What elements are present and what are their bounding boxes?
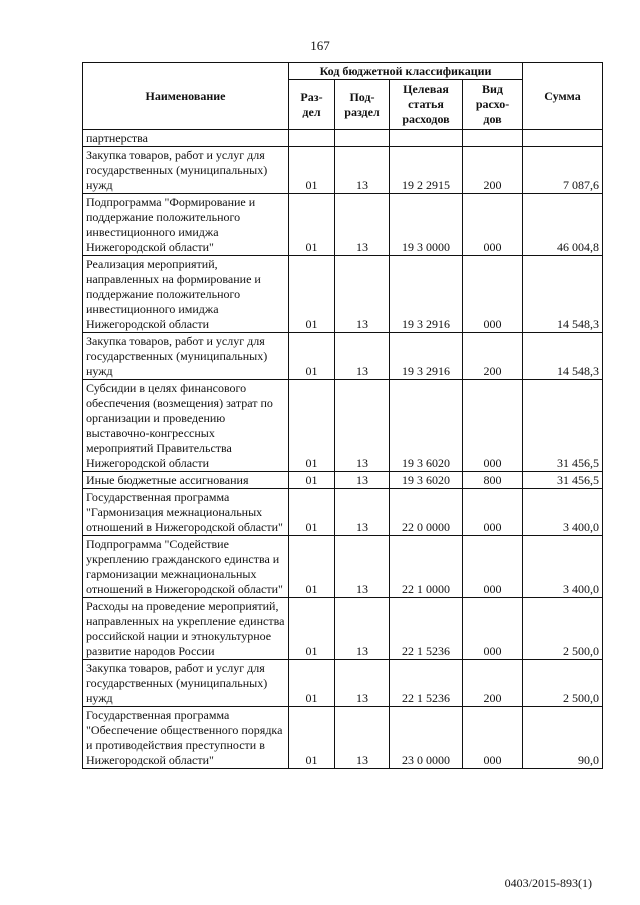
cell-subsection: 13 bbox=[335, 489, 390, 536]
table-row bbox=[83, 660, 603, 707]
cell-target: 19 3 6020 bbox=[390, 472, 463, 489]
cell-target: 19 2 2915 bbox=[390, 147, 463, 194]
cell-name: Подпрограмма "Содействие укреплению гражданского единства и гармонизации межнациональных отношений в Нижегородской области" bbox=[83, 536, 289, 598]
cell-sum: 31 456,5 bbox=[523, 380, 603, 472]
cell-section: 01 bbox=[289, 489, 335, 536]
cell-type: 000 bbox=[463, 536, 523, 598]
table-row bbox=[83, 536, 603, 598]
cell-target bbox=[390, 130, 463, 147]
cell-type: 000 bbox=[463, 707, 523, 769]
cell-type: 200 bbox=[463, 660, 523, 707]
table-row bbox=[83, 472, 603, 489]
cell-type: 000 bbox=[463, 380, 523, 472]
cell-target: 19 3 2916 bbox=[390, 256, 463, 333]
cell-name: Подпрограмма "Формирование и поддержание положительного инвестиционного имиджа Нижегородской области" bbox=[83, 194, 289, 256]
cell-type: 000 bbox=[463, 256, 523, 333]
cell-sum: 14 548,3 bbox=[523, 333, 603, 380]
cell-sum: 2 500,0 bbox=[523, 660, 603, 707]
table-row bbox=[83, 256, 603, 333]
cell-name: Иные бюджетные ассигнования bbox=[83, 472, 289, 489]
cell-sum bbox=[523, 130, 603, 147]
cell-name: партнерства bbox=[83, 130, 289, 147]
cell-type: 000 bbox=[463, 489, 523, 536]
document-code: 0403/2015-893(1) bbox=[504, 876, 592, 890]
cell-type: 800 bbox=[463, 472, 523, 489]
cell-subsection: 13 bbox=[335, 333, 390, 380]
cell-section: 01 bbox=[289, 194, 335, 256]
header-name: Наименование bbox=[83, 63, 289, 130]
cell-subsection: 13 bbox=[335, 194, 390, 256]
cell-subsection: 13 bbox=[335, 707, 390, 769]
cell-sum: 14 548,3 bbox=[523, 256, 603, 333]
table-row bbox=[83, 130, 603, 147]
table-row bbox=[83, 598, 603, 660]
budget-table-wrap bbox=[82, 62, 602, 769]
cell-type: 000 bbox=[463, 194, 523, 256]
cell-sum: 90,0 bbox=[523, 707, 603, 769]
cell-name: Закупка товаров, работ и услуг для государственных (муниципальных) нужд bbox=[83, 660, 289, 707]
cell-type bbox=[463, 130, 523, 147]
cell-sum: 31 456,5 bbox=[523, 472, 603, 489]
cell-subsection: 13 bbox=[335, 256, 390, 333]
cell-sum: 3 400,0 bbox=[523, 536, 603, 598]
cell-subsection: 13 bbox=[335, 660, 390, 707]
cell-section: 01 bbox=[289, 660, 335, 707]
cell-name: Закупка товаров, работ и услуг для государственных (муниципальных) нужд bbox=[83, 333, 289, 380]
cell-name: Государственная программа "Гармонизация межнациональных отношений в Нижегородской области" bbox=[83, 489, 289, 536]
cell-section: 01 bbox=[289, 380, 335, 472]
header-subsection: Под- раздел bbox=[335, 80, 390, 130]
cell-target: 23 0 0000 bbox=[390, 707, 463, 769]
cell-type: 200 bbox=[463, 333, 523, 380]
table-row bbox=[83, 707, 603, 769]
cell-target: 22 0 0000 bbox=[390, 489, 463, 536]
cell-name: Субсидии в целях финансового обеспечения (возмещения) затрат по организации и проведению выставочно-конгрессных мероприятий Правительства Нижегородской области bbox=[83, 380, 289, 472]
cell-name: Реализация мероприятий, направленных на формирование и поддержание положительного инвестиционного имиджа Нижегородской области bbox=[83, 256, 289, 333]
cell-section bbox=[289, 130, 335, 147]
cell-name: Расходы на проведение мероприятий, направленных на укрепление единства российской нации и этнокультурное развитие народов России bbox=[83, 598, 289, 660]
cell-sum: 2 500,0 bbox=[523, 598, 603, 660]
table-row bbox=[83, 147, 603, 194]
cell-section: 01 bbox=[289, 256, 335, 333]
cell-subsection: 13 bbox=[335, 472, 390, 489]
header-budget-code: Код бюджетной классификации bbox=[289, 63, 523, 80]
table-row bbox=[83, 489, 603, 536]
cell-sum: 7 087,6 bbox=[523, 147, 603, 194]
table-row bbox=[83, 380, 603, 472]
cell-section: 01 bbox=[289, 333, 335, 380]
page-number: 167 bbox=[310, 38, 330, 53]
header-section: Раз- дел bbox=[289, 80, 335, 130]
cell-section: 01 bbox=[289, 536, 335, 598]
cell-section: 01 bbox=[289, 472, 335, 489]
cell-subsection: 13 bbox=[335, 147, 390, 194]
table-row bbox=[83, 194, 603, 256]
header-target: Целевая статья расходов bbox=[390, 80, 463, 130]
cell-target: 19 3 2916 bbox=[390, 333, 463, 380]
cell-target: 22 1 5236 bbox=[390, 598, 463, 660]
cell-name: Закупка товаров, работ и услуг для государственных (муниципальных) нужд bbox=[83, 147, 289, 194]
cell-target: 19 3 6020 bbox=[390, 380, 463, 472]
cell-section: 01 bbox=[289, 598, 335, 660]
table-row bbox=[83, 333, 603, 380]
header-type: Вид расхо- дов bbox=[463, 80, 523, 130]
cell-subsection: 13 bbox=[335, 536, 390, 598]
cell-target: 22 1 0000 bbox=[390, 536, 463, 598]
cell-subsection bbox=[335, 130, 390, 147]
cell-name: Государственная программа "Обеспечение общественного порядка и противодействия преступности в Нижегородской области" bbox=[83, 707, 289, 769]
cell-subsection: 13 bbox=[335, 380, 390, 472]
budget-table bbox=[82, 62, 603, 769]
header-sum: Сумма bbox=[523, 63, 603, 130]
cell-section: 01 bbox=[289, 147, 335, 194]
cell-target: 19 3 0000 bbox=[390, 194, 463, 256]
cell-section: 01 bbox=[289, 707, 335, 769]
cell-type: 000 bbox=[463, 598, 523, 660]
cell-target: 22 1 5236 bbox=[390, 660, 463, 707]
cell-sum: 3 400,0 bbox=[523, 489, 603, 536]
cell-type: 200 bbox=[463, 147, 523, 194]
cell-sum: 46 004,8 bbox=[523, 194, 603, 256]
cell-subsection: 13 bbox=[335, 598, 390, 660]
